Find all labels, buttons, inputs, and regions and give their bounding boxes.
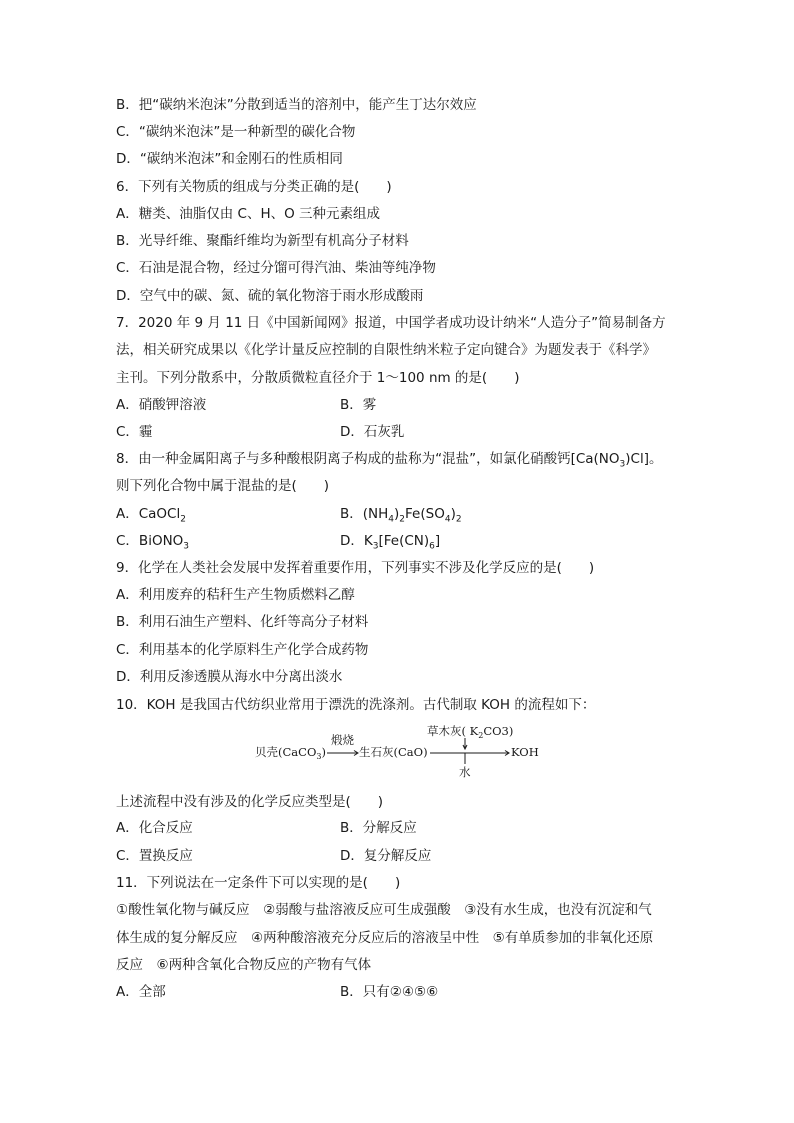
q11-statements-line-1: ①酸性氧化物与碱反应 ②弱酸与盐溶液反应可生成强酸 ③没有水生成，也没有沉淀和气 [116, 902, 652, 918]
q9-option-d: D．利用反渗透膜从海水中分离出淡水 [116, 669, 343, 685]
q7-option-d: D．石灰乳 [340, 424, 405, 440]
q7-option-b: B．雾 [340, 397, 377, 413]
q8-option-c: C．BiONO$_3$ [116, 533, 190, 552]
q9-option-b: B．利用石油生产塑料、化纤等高分子材料 [116, 614, 369, 630]
q9-option-c: C．利用基本的化学原料生产化学合成药物 [116, 642, 369, 658]
q6-option-b: B．光导纤维、聚酯纤维均为新型有机高分子材料 [116, 233, 409, 249]
q10-option-c: C．置换反应 [116, 848, 193, 864]
q10-stem: 10．KOH 是我国古代纺织业常用于漂洗的洗涤剂。古代制取 KOH 的流程如下： [116, 697, 596, 713]
q7-stem-line-2: 法，相关研究成果以《化学计量反应控制的自限性纳米粒子定向键合》为题发表于《科学》 [116, 342, 656, 358]
q9-stem: 9．化学在人类社会发展中发挥着重要作用，下列事实不涉及化学反应的是( ) [116, 560, 595, 576]
water-label: 水 [459, 765, 471, 779]
q5-option-b: B．把“碳纳米泡沫”分散到适当的溶剂中，能产生丁达尔效应 [116, 97, 477, 113]
q6-stem: 6．下列有关物质的组成与分类正确的是( ) [116, 179, 392, 195]
q7-option-a: A．硝酸钾溶液 [116, 397, 207, 413]
q10-post: 上述流程中没有涉及的化学反应类型是( ) [116, 794, 384, 810]
q11-stem: 11．下列说法在一定条件下可以实现的是( ) [116, 875, 401, 891]
q6-option-c: C．石油是混合物，经过分馏可得汽油、柴油等纯净物 [116, 260, 436, 276]
q8-option-a: A．CaOCl$_2$ [116, 506, 186, 525]
q7-stem-line-1: 7．2020 年 9 月 11 日《中国新闻网》报道，中国学者成功设计纳米“人造分子”简易制备方 [116, 315, 666, 331]
q11-statements-line-2: 体生成的复分解反应 ④两种酸溶液充分反应后的溶液呈中性 ⑤有单质参加的非氧化还原 [116, 930, 654, 946]
q6-option-a: A．糖类、油脂仅由 C、H、O 三种元素组成 [116, 206, 381, 222]
q8-option-d: D．$K_3[Fe(CN)_6]$ [340, 533, 441, 552]
q9-option-a: A．利用废弃的秸秆生产生物质燃料乙醇 [116, 587, 355, 603]
q7-option-c: C．霾 [116, 424, 153, 440]
q5-option-d: D．“碳纳米泡沫”和金刚石的性质相同 [116, 151, 343, 167]
q10-option-b: B．分解反应 [340, 820, 417, 836]
product-label: KOH [511, 745, 539, 759]
q11-statements-line-3: 反应 ⑥两种含氧化合物反应的产物有气体 [116, 957, 372, 973]
q7-stem-line-3: 主刊。下列分散系中，分散质微粒直径介于 1～100 nm 的是( ) [116, 370, 520, 386]
q8-option-b: B．$(NH_4)_2Fe(SO_4)_2$ [340, 506, 462, 525]
koh-flow-diagram [255, 724, 555, 784]
shell-label: 贝壳(CaCO$_3$) [255, 745, 326, 761]
q5-option-c: C．“碳纳米泡沫”是一种新型的碳化合物 [116, 124, 356, 140]
q10-option-a: A．化合反应 [116, 820, 193, 836]
calcine-label: 煅烧 [331, 733, 354, 747]
q11-option-b: B．只有②④⑤⑥ [340, 984, 439, 1000]
q11-option-a: A．全部 [116, 984, 166, 1000]
q8-stem-line-1: 8．由一种金属阳离子与多种酸根阴离子构成的盐称为“混盐”，如氯化硝酸钙$[Ca(NO_3)Cl]$。 [116, 451, 663, 470]
quicklime-label: 生石灰(CaO) [359, 745, 428, 759]
q6-option-d: D．空气中的碳、氮、硫的氧化物溶于雨水形成酸雨 [116, 288, 424, 304]
ash-label: 草木灰( $K_2CO3$) [427, 724, 514, 740]
q8-stem-line-2: 则下列化合物中属于混盐的是( ) [116, 478, 330, 494]
q10-option-d: D．复分解反应 [340, 848, 432, 864]
